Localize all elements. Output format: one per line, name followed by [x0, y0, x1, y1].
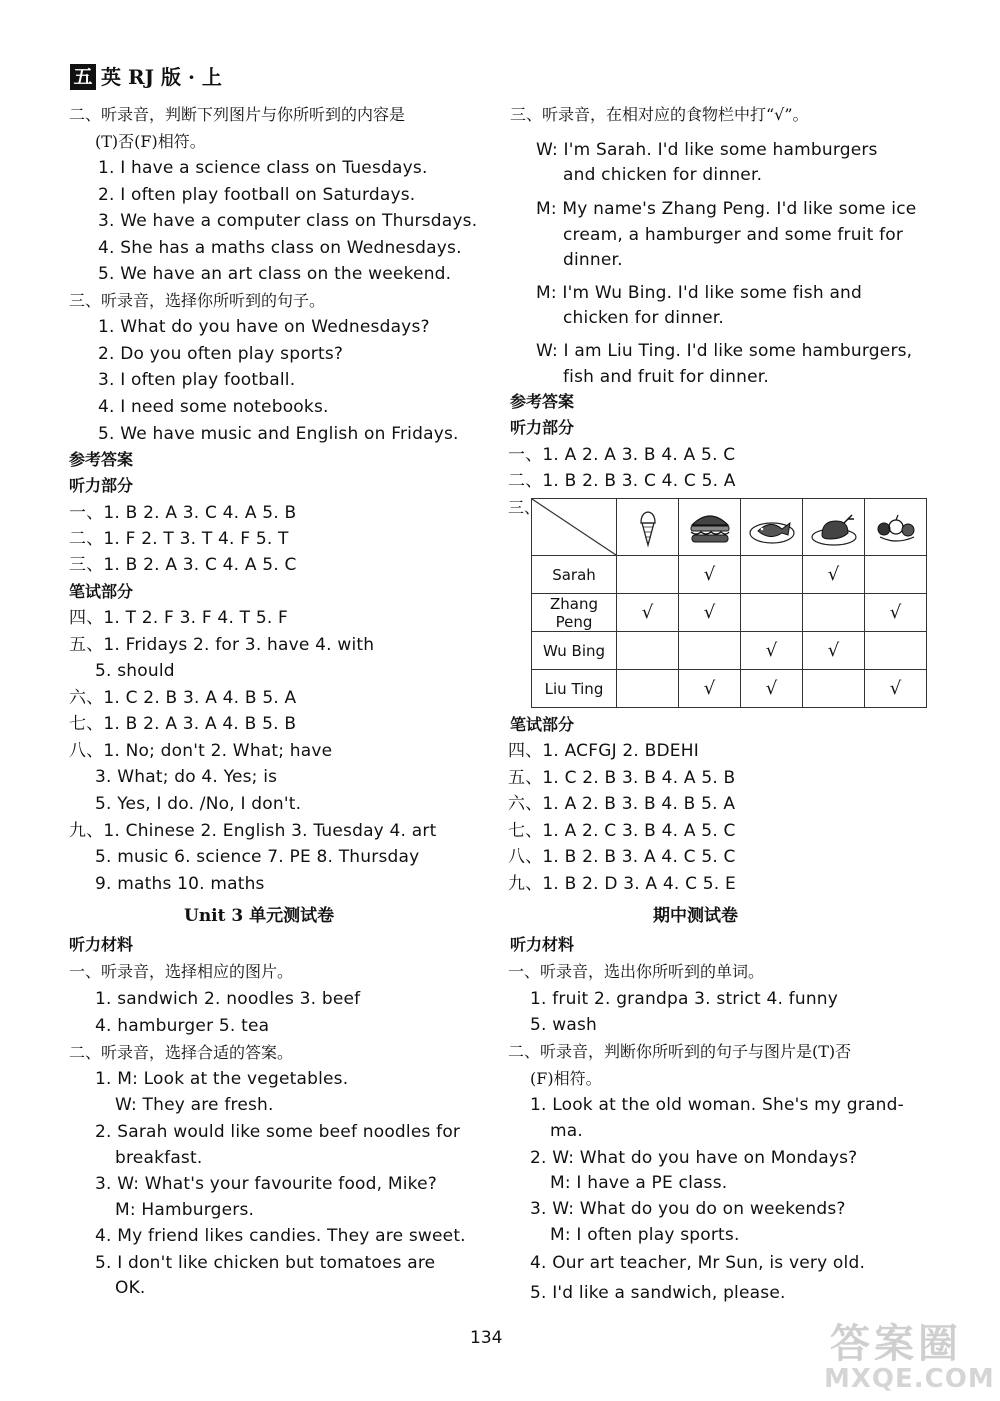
check-cell: √ — [865, 670, 927, 708]
dialog-line: ma. — [550, 1121, 583, 1141]
dialog-line: M: Hamburgers. — [115, 1200, 255, 1220]
check-cell: √ — [865, 594, 927, 632]
dialog-line: 5. I'd like a sandwich, please. — [530, 1283, 786, 1303]
section-title: 三、听录音，选择你所听到的句子。 — [69, 291, 326, 310]
fruit-header — [865, 499, 927, 556]
list-item: 1. sandwich 2. noodles 3. beef — [95, 989, 361, 1009]
answer-line: 5. Yes, I do. /No, I don't. — [95, 794, 302, 814]
grade-badge: 五 — [70, 64, 96, 90]
table-row — [532, 632, 927, 670]
answer-line: 六、1. A 2. B 3. B 4. B 5. A — [508, 794, 736, 814]
dialog-line: 5. I don't like chicken but tomatoes are — [95, 1253, 436, 1273]
answer-line: 二、1. F 2. T 3. T 4. F 5. T — [69, 529, 289, 549]
check-cell — [865, 556, 927, 594]
dialog-line: 3. W: What's your favourite food, Mike? — [95, 1174, 437, 1194]
check-cell — [617, 632, 679, 670]
materials-heading: 听力材料 — [69, 935, 134, 954]
dialog-line: 2. Sarah would like some beef noodles for — [95, 1122, 461, 1142]
section-title: 二、听录音，判断你所听到的句子与图片是(T)否 — [508, 1042, 852, 1061]
ice-cream-header — [617, 499, 679, 556]
fish-icon — [746, 505, 798, 549]
answer-line: 3. What; do 4. Yes; is — [95, 767, 278, 787]
answer-line: 二、1. B 2. B 3. C 4. C 5. A — [508, 471, 736, 491]
answers-heading: 参考答案 — [510, 392, 575, 411]
dialog-line: 1. Look at the old woman. She's my grand- — [530, 1095, 904, 1115]
list-item: 3. We have a computer class on Thursdays. — [98, 211, 478, 231]
answer-line: 三、1. B 2. A 3. C 4. A 5. C — [69, 555, 297, 575]
table-row — [532, 594, 927, 632]
hamburger-icon — [684, 505, 736, 549]
dialog-line: 4. My friend likes candies. They are sweet. — [95, 1226, 466, 1246]
answer-line: 五、1. C 2. B 3. B 4. A 5. B — [508, 768, 736, 788]
check-cell: √ — [617, 594, 679, 632]
midterm-title: 期中测试卷 — [653, 906, 738, 926]
answer-line: 5. music 6. science 7. PE 8. Thursday — [95, 847, 420, 867]
list-item: 5. We have music and English on Fridays. — [98, 424, 459, 444]
dialog-line: W: They are fresh. — [115, 1095, 274, 1115]
check-cell — [803, 594, 865, 632]
section-title-cont: (T)否(F)相符。 — [95, 132, 206, 151]
check-cell — [617, 556, 679, 594]
list-item: 3. I often play football. — [98, 370, 296, 390]
section-title-cont: (F)相符。 — [530, 1069, 602, 1088]
row-name: Wu Bing — [532, 632, 617, 670]
dialog-line: OK. — [115, 1278, 146, 1298]
answer-line: 5. should — [95, 661, 175, 681]
answer-line: 一、1. B 2. A 3. C 4. A 5. B — [69, 503, 297, 523]
table-row — [532, 556, 927, 594]
check-cell: √ — [679, 594, 741, 632]
check-cell: √ — [803, 556, 865, 594]
answer-line: 八、1. No; don't 2. What; have — [69, 741, 333, 761]
list-item: 5. wash — [530, 1015, 597, 1035]
section-title: 三、听录音，在相对应的食物栏中打“√”。 — [510, 105, 809, 124]
table-label: 三、 — [508, 498, 541, 517]
table-corner-cell — [532, 499, 617, 556]
answer-line: 四、1. ACFGJ 2. BDEHI — [508, 741, 699, 761]
dialog-line: 2. W: What do you have on Mondays? — [530, 1148, 858, 1168]
answer-line: 五、1. Fridays 2. for 3. have 4. with — [69, 635, 375, 655]
dialog-line: chicken for dinner. — [563, 308, 725, 328]
row-name: Zhang Peng — [532, 594, 617, 632]
check-cell — [741, 594, 803, 632]
listening-heading: 听力部分 — [510, 418, 575, 437]
answer-line: 九、1. Chinese 2. English 3. Tuesday 4. art — [69, 821, 437, 841]
list-item: 2. Do you often play sports? — [98, 344, 344, 364]
dialog-line: cream, a hamburger and some fruit for — [563, 225, 904, 245]
watermark-bottom-text: MXQE.COM — [824, 1364, 995, 1394]
watermark-top-text: 答案圈 — [830, 1320, 962, 1367]
row-name: Sarah — [532, 556, 617, 594]
fish-header — [741, 499, 803, 556]
check-cell: √ — [679, 556, 741, 594]
written-heading: 笔试部分 — [69, 582, 134, 601]
dialog-line: breakfast. — [115, 1148, 203, 1168]
list-item: 1. What do you have on Wednesdays? — [98, 317, 430, 337]
materials-heading: 听力材料 — [510, 935, 575, 954]
dialog-line: M: My name's Zhang Peng. I'd like some ice — [536, 199, 917, 219]
answers-heading: 参考答案 — [69, 450, 134, 469]
hamburger-header — [679, 499, 741, 556]
dialog-line: 1. M: Look at the vegetables. — [95, 1069, 349, 1089]
fruit-icon — [870, 505, 922, 549]
answer-line: 六、1. C 2. B 3. A 4. B 5. A — [69, 688, 297, 708]
list-item: 4. She has a maths class on Wednesdays. — [98, 238, 462, 258]
section-title: 二、听录音，判断下列图片与你所听到的内容是 — [69, 105, 406, 124]
written-heading: 笔试部分 — [510, 715, 575, 734]
unit3-title: Unit 3 单元测试卷 — [184, 906, 335, 926]
list-item: 2. I often play football on Saturdays. — [98, 185, 416, 205]
chicken-icon — [808, 505, 860, 549]
section-title: 一、听录音，选出你所听到的单词。 — [508, 962, 765, 981]
dialog-line: W: I am Liu Ting. I'd like some hamburgers, — [536, 341, 913, 361]
dialog-line: M: I'm Wu Bing. I'd like some fish and — [536, 283, 863, 303]
check-cell — [803, 670, 865, 708]
answer-line: 一、1. A 2. A 3. B 4. A 5. C — [508, 445, 736, 465]
dialog-line: 4. Our art teacher, Mr Sun, is very old. — [530, 1253, 866, 1273]
dialog-line: dinner. — [563, 250, 623, 270]
check-cell — [679, 632, 741, 670]
check-cell: √ — [679, 670, 741, 708]
list-item: 1. fruit 2. grandpa 3. strict 4. funny — [530, 989, 839, 1009]
answer-line: 七、1. B 2. A 3. A 4. B 5. B — [69, 714, 297, 734]
section-title: 二、听录音，选择合适的答案。 — [69, 1043, 294, 1062]
listening-heading: 听力部分 — [69, 476, 134, 495]
book-edition-title: 英 RJ 版 · 上 — [101, 65, 222, 89]
dialog-line: 3. W: What do you do on weekends? — [530, 1199, 846, 1219]
food-check-table — [531, 498, 927, 708]
section-title: 一、听录音，选择相应的图片。 — [69, 962, 294, 981]
page-number: 134 — [470, 1328, 503, 1348]
answer-line: 9. maths 10. maths — [95, 874, 265, 894]
list-item: 4. hamburger 5. tea — [95, 1016, 270, 1036]
check-cell: √ — [741, 670, 803, 708]
diagonal-line — [532, 499, 616, 555]
ice-cream-icon — [622, 505, 674, 549]
dialog-line: fish and fruit for dinner. — [563, 367, 770, 387]
check-cell — [741, 556, 803, 594]
list-item: 5. We have an art class on the weekend. — [98, 264, 452, 284]
chicken-header — [803, 499, 865, 556]
answer-line: 四、1. T 2. F 3. F 4. T 5. F — [69, 608, 289, 628]
watermark-logo — [822, 1312, 1000, 1397]
check-cell — [865, 632, 927, 670]
check-cell: √ — [741, 632, 803, 670]
check-cell: √ — [803, 632, 865, 670]
answer-line: 八、1. B 2. B 3. A 4. C 5. C — [508, 847, 736, 867]
dialog-line: W: I'm Sarah. I'd like some hamburgers — [536, 140, 878, 160]
row-name: Liu Ting — [532, 670, 617, 708]
check-cell — [617, 670, 679, 708]
dialog-line: M: I have a PE class. — [550, 1173, 728, 1193]
dialog-line: M: I often play sports. — [550, 1225, 740, 1245]
list-item: 4. I need some notebooks. — [98, 397, 329, 417]
answer-line: 七、1. A 2. C 3. B 4. A 5. C — [508, 821, 736, 841]
dialog-line: and chicken for dinner. — [563, 165, 763, 185]
list-item: 1. I have a science class on Tuesdays. — [98, 158, 428, 178]
table-row — [532, 670, 927, 708]
answer-line: 九、1. B 2. D 3. A 4. C 5. E — [508, 874, 736, 894]
